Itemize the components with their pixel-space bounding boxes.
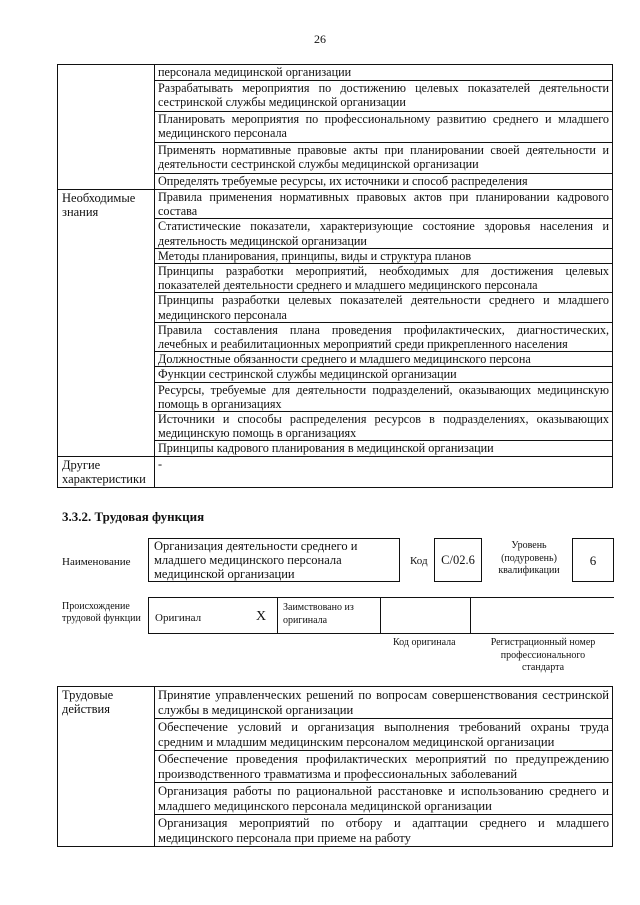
name-value: Организация деятельности среднего и младшего медицинского персонала медицинской организации (154, 539, 358, 581)
knowledge-item: Функции сестринской службы медицинской организации (155, 367, 613, 382)
level-value: 6 (589, 553, 597, 568)
knowledge-item: Принципы кадрового планирования в медицинской организации (155, 441, 613, 456)
knowledge-item: Правила применения нормативных правовых актов при планировании кадрового состава (155, 190, 613, 219)
origin-divider-1 (277, 597, 278, 634)
original-label: Оригинал (155, 612, 202, 624)
labor-action-item: Организация мероприятий по отбору и адаптации среднего и младшего медицинского персонала при приеме на работу (155, 815, 613, 847)
skill-item: Определять требуемые ресурсы, их источники и способ распределения (155, 174, 613, 190)
skills-knowledge-table (57, 64, 613, 488)
other-value: - (155, 456, 613, 487)
other-row (58, 456, 613, 487)
knowledge-item: Принципы разработки целевых показателей деятельности среднего и младшего медицинского персонала (155, 293, 613, 322)
labor-actions-label: Трудовые действия (58, 687, 155, 847)
code-value: C/02.6 (441, 553, 475, 567)
skill-item: Применять нормативные правовые акты при планировании своей деятельности и деятельности сестринской службы медицинской организации (155, 143, 613, 174)
knowledge-item: Принципы разработки мероприятий, необходимых для достижения целевых показателей деятельности среднего и младшего медицинского персонала (155, 264, 613, 293)
level-label: Уровень (подуровень) квалификации (498, 540, 560, 576)
knowledge-item: Методы планирования, принципы, виды и структура планов (155, 248, 613, 263)
knowledge-item: Правила составления плана проведения профилактических, диагностических, лечебных и реабилитационных мероприятий среди прикрепленного населения (155, 322, 613, 351)
knowledge-item: Источники и способы распределения ресурсов в подразделениях, оказывающих медицинскую помощь в организациях (155, 412, 613, 441)
knowledge-item: Должностные обязанности среднего и младшего медицинского персона (155, 352, 613, 367)
origin-row (148, 597, 614, 634)
labor-action-item: Обеспечение проведения профилактических мероприятий по предупреждению производственного травматизма и профессиональных заболеваний (155, 751, 613, 783)
skill-item: Планировать мероприятия по профессиональному развитию среднего и младшего медицинского персонала (155, 112, 613, 143)
labor-action-row (58, 687, 613, 719)
knowledge-label: Необходимые знания (58, 190, 155, 457)
skill-item: персонала медицинской организации (155, 65, 613, 81)
other-label: Другие характеристики (58, 456, 155, 487)
skills-row (58, 65, 613, 81)
section-title: 3.3.2. Трудовая функция (62, 509, 205, 524)
page-number: 26 (314, 32, 326, 46)
name-label: Наименование (62, 556, 131, 568)
knowledge-row (58, 190, 613, 219)
origin-code-label: Код оригинала (393, 637, 456, 648)
labor-action-item: Принятие управленческих решений по вопросам совершенствования сестринской службы в медицинской организации (155, 687, 613, 719)
borrowed-label: Заимствовано из оригинала (283, 602, 354, 626)
labor-actions-table (57, 686, 613, 847)
origin-divider-2 (380, 597, 381, 634)
knowledge-item: Статистические показатели, характеризующие состояние здоровья населения и деятельность медицинской организации (155, 219, 613, 248)
knowledge-item: Ресурсы, требуемые для деятельности подразделений, оказывающих медицинскую помощь в организациях (155, 382, 613, 411)
skills-label-cell (58, 65, 155, 190)
origin-divider-3 (470, 597, 471, 634)
reg-number-label: Регистрационный номер профессионального стандарта (490, 637, 596, 673)
original-mark: X (256, 609, 267, 624)
skill-item: Разрабатывать мероприятия по достижению целевых показателей деятельности сестринской службы медицинской организации (155, 81, 613, 112)
labor-action-item: Обеспечение условий и организация выполнения требований охраны труда средним и младшим медицинским персоналом медицинской организации (155, 719, 613, 751)
labor-action-item: Организация работы по рациональной расстановке и использованию среднего и младшего медицинского персонала медицинской организации (155, 783, 613, 815)
code-label: Код (410, 555, 428, 567)
origin-label: Происхождение трудовой функции (62, 601, 141, 624)
